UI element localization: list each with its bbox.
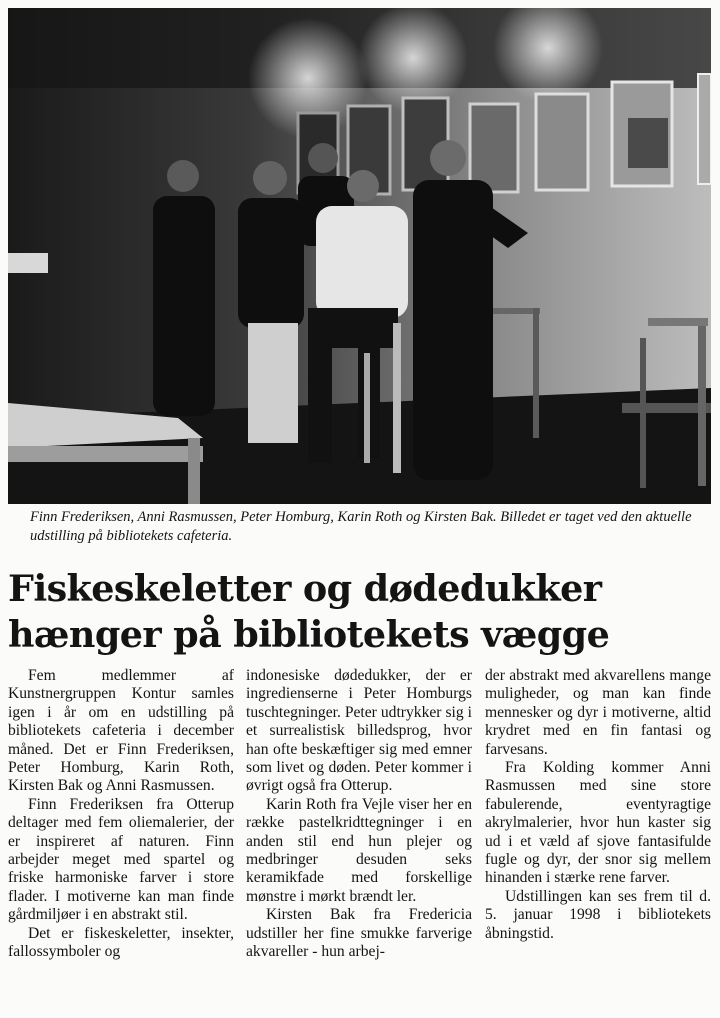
paragraph: indonesiske dødedukker, der er ingredienserne i Peter Homburgs tuschtegninger. Peter udtrykker sig i et surrealistisk billedsprog, hvor han ofte beskæftiger sig med emner som livet og døden. Peter kommer i øvrigt også fra Otterup. — [246, 667, 472, 795]
headline-line-1: Fiskeskeletter og dødedukker — [8, 567, 602, 610]
paragraph: Finn Frederiksen fra Otterup deltager med fem oliemalerier, der er inspireret af naturen. Finn arbejder meget med spartel og friske harmoniske farver i store flader. I motiverne kan man finde gårdmiljøer i en abstrakt stil. — [8, 795, 234, 924]
paragraph: Karin Roth fra Vejle viser her en række pastelkridttegninger i en anden stil end hun plejer og medbringer desuden seks keramikfade med forskellige mønstre i mørkt brændt ler. — [246, 795, 472, 905]
headline — [8, 566, 713, 658]
group-photo-icon — [8, 8, 711, 504]
paragraph: Det er fiskeskeletter, insekter, fallossymboler og — [8, 924, 234, 961]
article-body — [8, 667, 713, 1012]
group-photo — [8, 8, 711, 504]
paragraph: der abstrakt med akvarellens mange muligheder, og man kan finde mennesker og dyr i motiverne, altid krydret med en fin fantasi og farvesans. — [485, 667, 711, 758]
paragraph: Kirsten Bak fra Fredericia udstiller her fine smukke farverige akvareller - hun arbej- — [246, 906, 472, 961]
paragraph: Fra Kolding kommer Anni Rasmussen med sine store fabulerende, eventyragtige akrylmalerier, hvor hun kaster sig ud i et væld af sjove fantasifulde fugle og dyr, der snor sig mellem hinanden i stærke rene farver. — [485, 759, 711, 887]
article-column-3 — [485, 667, 711, 943]
headline-line-2: hænger på bibliotekets vægge — [8, 613, 610, 656]
article-column-2 — [246, 667, 472, 962]
paragraph: Fem medlemmer af Kunstnergruppen Kontur samles igen i år om en udstilling på bibliotekets cafeteria i december måned. Det er Finn Frederiksen, Peter Homburg, Karin Roth, Kirsten Bak og Anni Rasmussen. — [8, 667, 234, 795]
photo-caption: Finn Frederiksen, Anni Rasmussen, Peter Homburg, Karin Roth og Kirsten Bak. Billedet er taget ved den aktuelle udstilling på bibliotekets cafeteria. — [30, 509, 692, 544]
article-column-1 — [8, 667, 234, 962]
paragraph: Udstillingen kan ses frem til d. 5. januar 1998 i bibliotekets åbningstid. — [485, 887, 711, 942]
